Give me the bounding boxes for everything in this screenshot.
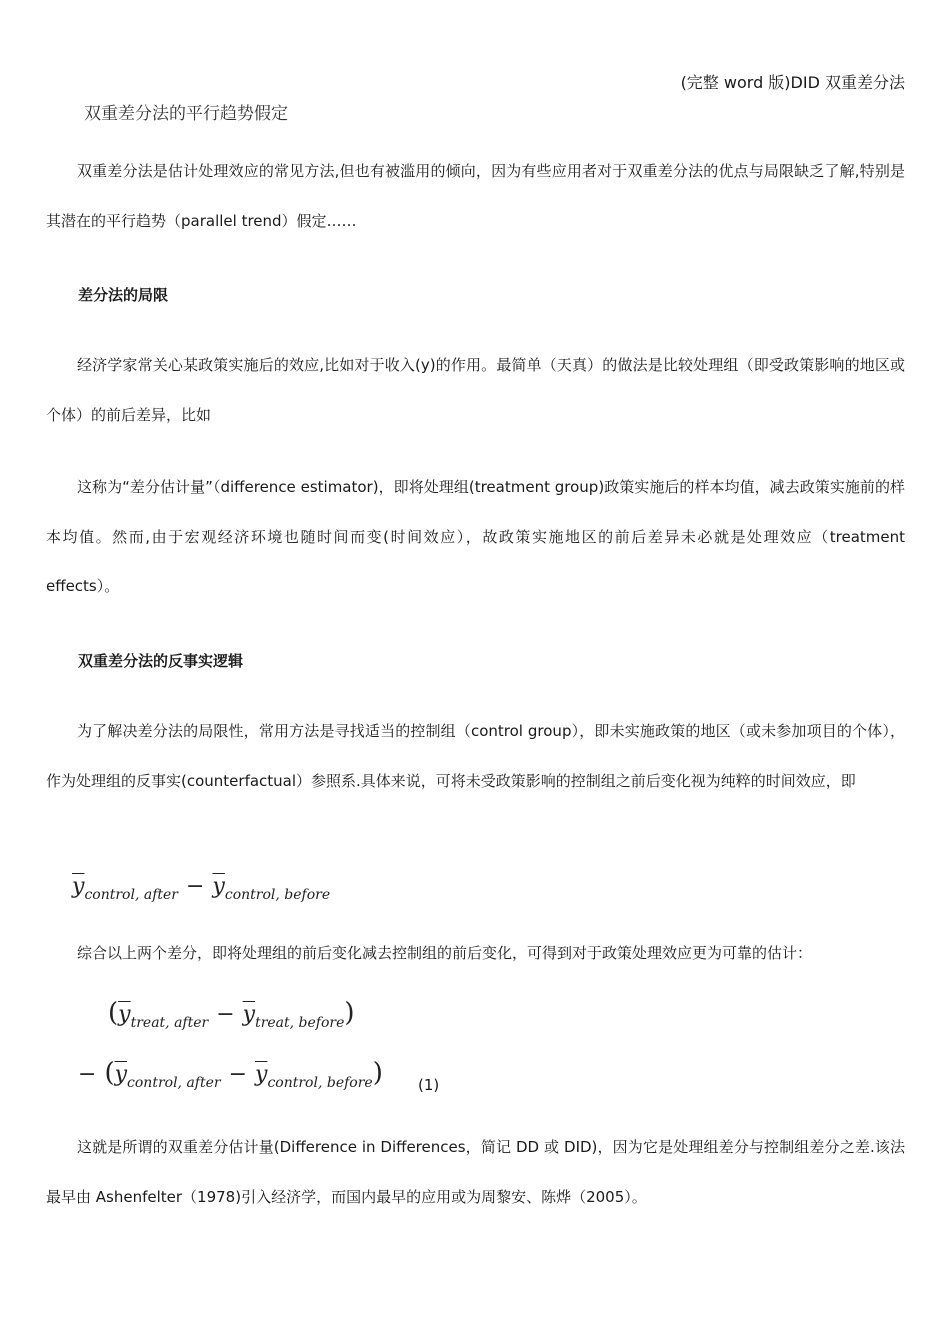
formula-y-bar: $\overline{y}$ [72,874,85,899]
formula-subscript: control, before [224,887,331,903]
formula-minus: − [78,1062,97,1087]
formula-subscript: control, after [84,887,178,903]
section1-paragraph-2: 这称为“差分估计量”（difference estimator)，即将处理组(treatment group)政策实施后的样本均值，减去政策实施前的样本均值。然而,由于宏观经济环境也随时间而变(时间效应），故政策实施地区的前后差异未必就是处理效应（treatment effects）。 [46,478,905,595]
equation-number: (1) [418,1076,440,1094]
document-header: (完整 word 版)DID 双重差分法 [680,73,905,92]
section1-heading: 差分法的局限 [78,286,169,304]
formula-paren: ( [108,998,119,1028]
section1-paragraph-1: 经济学家常关心某政策实施后的效应,比如对于收入(y)的作用。最简单（天真）的做法是比较处理组（即受政策影响的地区或个体）的前后差异，比如 [46,356,905,424]
formula-y-bar: $\overline{y}$ [212,874,225,899]
section2-paragraph-3: 这就是所谓的双重差分估计量(Difference in Differences，简记 DD 或 DID)，因为它是处理组差分与控制组差分之差.该法最早由 Ashenfelter（1978)引入经济学，而国内最早的应用或为周黎安、陈烨（2005）。 [46,1138,905,1206]
section2-paragraph-1: 为了解决差分法的局限性，常用方法是寻找适当的控制组（control group），即未实施政策的地区（或未参加项目的个体），作为处理组的反事实(counterfactual）参照系.具体来说，可将未受政策影响的控制组之前后变化视为纯粹的时间效应，即 [46,722,905,790]
formula-subscript: control, before [267,1075,373,1091]
formula-minus: − [228,1062,248,1087]
formula-minus: − [185,874,205,899]
formula-y-bar: $\overline{y}$ [255,1062,268,1087]
section2-paragraph-2: 综合以上两个差分，即将处理组的前后变化减去控制组的前后变化，可得到对于政策处理效应更为可靠的估计： [77,944,813,962]
formula-did-line-1 [108,998,355,1031]
formula-y-bar: $\overline{y}$ [118,1002,131,1027]
formula-y-bar: $\overline{y}$ [114,1062,128,1087]
article-title: 双重差分法的平行趋势假定 [84,104,288,124]
intro-paragraph: 双重差分法是估计处理效应的常见方法,但也有被滥用的倾向，因为有些应用者对于双重差分法的优点与局限缺乏了解,特别是其潜在的平行趋势（parallel trend）假定…… [46,162,905,230]
formula-minus: − [216,1002,235,1027]
formula-subscript: control, after [127,1075,221,1091]
formula-y-bar: $\overline{y}$ [242,1002,256,1027]
formula-paren: ) [344,998,355,1028]
formula-paren: ( [104,1058,115,1088]
formula-did-line-2 [78,1058,383,1091]
section2-heading: 双重差分法的反事实逻辑 [78,652,244,670]
formula-control-difference [72,874,330,903]
formula-subscript: treat, before [255,1015,345,1031]
formula-paren: ) [372,1058,383,1088]
formula-subscript: treat, after [130,1015,209,1031]
